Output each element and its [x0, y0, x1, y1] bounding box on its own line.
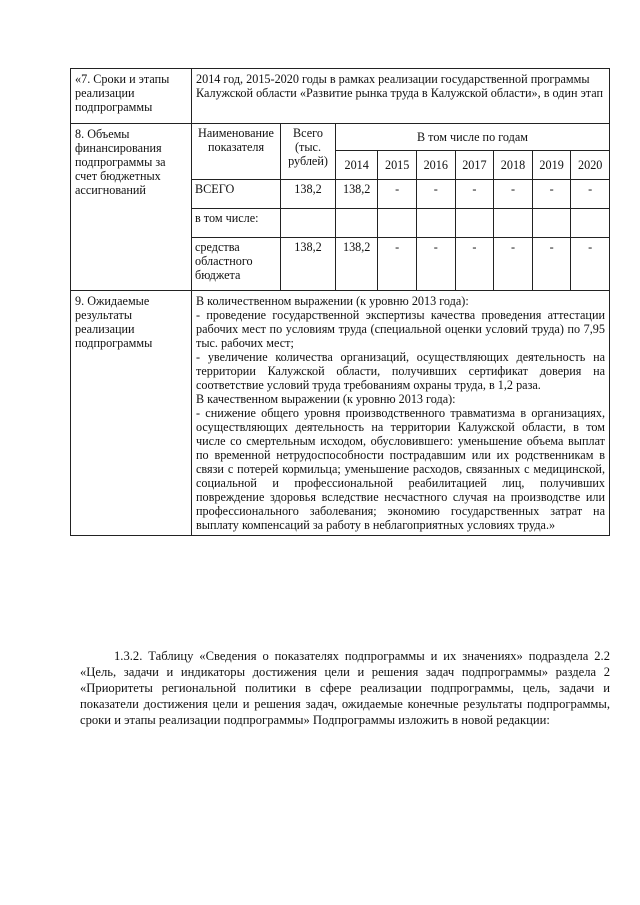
fin-year-2: 2016	[416, 151, 455, 180]
financing-cell	[192, 124, 610, 291]
fin-row-name: средства областного бюджета	[192, 238, 281, 291]
fin-cell: -	[494, 238, 533, 291]
row-section-9	[71, 291, 610, 536]
section-9-label: 9. Ожидаемые результаты реализации подпрограммы	[71, 291, 192, 536]
fin-cell	[571, 209, 609, 238]
section-7-label: «7. Сроки и этапы реализации подпрограммы	[71, 69, 192, 124]
result-line: В качественном выражении (к уровню 2013 года):	[196, 392, 456, 406]
fin-row-total	[192, 180, 609, 209]
fin-cell	[416, 209, 455, 238]
fin-cell: -	[532, 180, 571, 209]
fin-year-5: 2019	[532, 151, 571, 180]
fin-cell	[494, 209, 533, 238]
amendment-paragraph	[80, 648, 610, 728]
fin-cell: -	[532, 238, 571, 291]
fin-year-4: 2018	[494, 151, 533, 180]
section-9-text	[192, 291, 610, 536]
fin-year-1: 2015	[378, 151, 417, 180]
fin-row-including	[192, 209, 609, 238]
result-line: В количественном выражении (к уровню 2013 года):	[196, 294, 469, 308]
fin-cell	[532, 209, 571, 238]
fin-cell: -	[494, 180, 533, 209]
fin-row-total-value: 138,2	[281, 238, 336, 291]
fin-row-name: в том числе:	[192, 209, 281, 238]
fin-year-0: 2014	[336, 151, 378, 180]
result-line: - снижение общего уровня производственного травматизма в организациях, осуществляющих деятельность на территории Калужской области, в том числе со смертельным исходом, обусловившего: уменьшение объема выплат по временной нетрудоспособности пострадавшим или их родственникам в связи с потерей кормильца; уменьшение расходов, связанных с медицинской, социальной и профессиональной реабилитацией лиц, получивших повреждение здоровья вследствие несчастного случая на производстве или профессионального заболевания; экономию государственных затрат на выплату компенсаций за работу в неблагоприятных условиях труда.»	[196, 406, 605, 532]
fin-cell: -	[378, 238, 417, 291]
fin-cell: -	[455, 180, 494, 209]
fin-cell: -	[416, 180, 455, 209]
section-8-label: 8. Объемы финансирования подпрограммы за счет бюджетных ассигнований	[71, 124, 192, 291]
fin-cell: 138,2	[336, 238, 378, 291]
fin-cell	[336, 209, 378, 238]
fin-cell: -	[378, 180, 417, 209]
fin-year-3: 2017	[455, 151, 494, 180]
fin-header-name: Наименование показателя	[192, 124, 281, 180]
fin-cell	[378, 209, 417, 238]
result-line: - проведение государственной экспертизы качества проведения аттестации рабочих мест по условиям труда (специальной оценки условий труда) по 7,95 тыс. рабочих мест;	[196, 308, 605, 350]
fin-row-name: ВСЕГО	[192, 180, 281, 209]
amendment-paragraph-text: 1.3.2. Таблицу «Сведения о показателях подпрограммы и их значениях» подраздела 2.2 «Цель, задачи и индикаторы достижения цели и решения задач подпрограммы» раздела 2 «Приоритеты региональной политики в сфере реализации подпрограммы, цель, задачи и показатели достижения цели и решения задач, ожидаемые конечные результаты подпрограммы, сроки и этапы реализации подпрограммы» Подпрограммы изложить в новой редакции:	[80, 649, 610, 727]
section-7-text: 2014 год, 2015-2020 годы в рамках реализации государственной программы Калужской области «Развитие рынка труда в Калужской области», в один этап	[192, 69, 610, 124]
fin-cell: -	[571, 180, 609, 209]
fin-row-total-value	[281, 209, 336, 238]
row-section-7	[71, 69, 610, 124]
financing-table	[192, 124, 609, 290]
fin-row-regional	[192, 238, 609, 291]
fin-cell: -	[571, 238, 609, 291]
fin-cell: -	[416, 238, 455, 291]
fin-header-row	[192, 124, 609, 151]
passport-table	[70, 68, 610, 536]
fin-row-total-value: 138,2	[281, 180, 336, 209]
row-section-8	[71, 124, 610, 291]
result-line: - увеличение количества организаций, осуществляющих деятельность на территории Калужской области, получивших сертификат доверия на соответствие условий труда требованиям охраны труда, в 1,2 раза.	[196, 350, 605, 392]
fin-cell: 138,2	[336, 180, 378, 209]
fin-cell: -	[455, 238, 494, 291]
fin-year-6: 2020	[571, 151, 609, 180]
fin-cell	[455, 209, 494, 238]
fin-header-years: В том числе по годам	[336, 124, 610, 151]
fin-header-total: Всего (тыс. рублей)	[281, 124, 336, 180]
